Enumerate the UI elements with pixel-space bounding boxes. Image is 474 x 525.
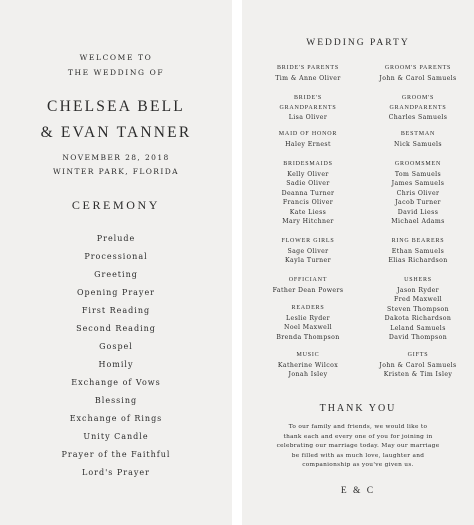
party-member: Dakota Richardson [384,315,452,322]
party-member: Tom Samuels [394,170,442,178]
thank-you-line: celebrating our marriage today. May our marriage [276,443,440,449]
wedding-party-heading: WEDDING PARTY [306,38,410,48]
event-details [0,151,232,179]
party-member: John & Carol Samuels [379,361,457,369]
welcome-line-2: THE WEDDING OF [67,68,165,77]
ceremony-order-list [0,230,232,482]
ceremony-item: First Reading [81,306,151,315]
party-member: Deanna Turner [281,189,335,197]
party-member: Fred Maxwell [393,296,443,303]
party-role: MAID OF HONOR [278,131,338,137]
ceremony-item: Opening Prayer [77,288,155,297]
party-group [362,237,474,266]
party-member: Sage Oliver [287,247,329,255]
party-member: Michael Adams [391,218,445,225]
party-role: MUSIC [296,352,320,358]
party-member: Elias Richardson [388,257,448,264]
ceremony-item: Second Reading [76,324,156,333]
party-member: David Thompson [388,334,448,341]
party-member: Francis Oliver [282,199,334,206]
party-member: John & Carol Samuels [379,74,457,82]
party-member: Ethan Samuels [391,247,445,255]
party-member: Steven Thompson [386,305,450,313]
party-member: Chris Oliver [396,189,440,197]
party-member: Jason Ryder [396,286,440,294]
party-group [252,130,364,149]
party-role: GROOMSMEN [394,161,442,167]
party-group [362,130,474,149]
event-location: WINTER PARK, FLORIDA [53,167,179,176]
party-role: GRANDPARENTS [279,104,337,111]
party-role: GIFTS [407,352,429,358]
party-role: RING BEARERS [391,238,445,244]
party-member: Leland Samuels [390,324,446,332]
party-role: GRANDPARENTS [389,104,447,111]
party-group [362,94,474,123]
party-role: BRIDE'S PARENTS [276,65,340,71]
party-member: Leslie Ryder [286,314,330,322]
ceremony-item: Unity Candle [83,432,149,441]
party-group [252,160,364,227]
party-member: Katherine Wilcox [277,361,339,369]
party-member: Haley Ernest [285,140,331,148]
party-group [362,160,474,227]
party-member: Jonah Isley [288,371,328,378]
ceremony-program-card [0,0,232,525]
party-role: FLOWER GIRLS [281,238,335,244]
party-role: READERS [291,305,325,311]
thank-you-line: thank each and every one of you for joining in [283,433,433,440]
party-member: Brenda Thompson [276,333,340,341]
party-member: Noel Maxwell [284,324,332,331]
party-member: Mary Hitchner [282,218,334,225]
thank-you-message [268,423,448,471]
wedding-party-card [242,0,474,525]
party-group [252,276,364,295]
party-role: OFFICIANT [288,277,328,283]
party-role: GROOM'S PARENTS [384,65,452,71]
party-member: Charles Samuels [388,114,448,121]
ceremony-item: Blessing [94,396,138,405]
ceremony-item: Exchange of Vows [71,378,161,387]
party-member: David Liess [397,208,439,216]
party-member: Tim & Anne Oliver [275,74,341,82]
party-group [252,351,364,380]
party-role: USHERS [404,277,432,283]
party-member: James Samuels [391,180,445,187]
ceremony-item: Prelude [96,234,136,243]
party-group [362,64,474,83]
ceremony-item: Lord's Prayer [82,468,150,477]
party-member: Kayla Turner [285,257,331,264]
party-member: Kristen & Tim Isley [383,371,453,378]
ceremony-item: Processional [84,252,148,261]
bride-name: CHELSEA BELL [47,98,185,115]
party-group [252,237,364,266]
ceremony-item: Prayer of the Faithful [61,450,171,459]
party-role: BESTMAN [400,131,436,137]
party-member: Kelly Oliver [287,170,329,178]
couple-initials: E & C [340,486,376,496]
couple-names [0,94,232,146]
welcome-heading [0,50,232,80]
party-role: BRIDE'S [293,95,323,101]
thank-you-line: be filled with as much love, laughter and [291,452,425,459]
groom-name: & EVAN TANNER [40,124,192,141]
welcome-line-1: WELCOME TO [79,53,153,62]
ceremony-heading: CEREMONY [71,198,161,212]
party-member: Sadie Oliver [286,180,330,187]
party-group [252,94,364,123]
party-member: Kate Liess [289,208,327,216]
ceremony-item: Gospel [99,342,133,351]
party-role: BRIDESMAIDS [283,161,333,167]
party-group [362,276,474,343]
party-group [252,64,364,83]
party-member: Father Dean Powers [272,286,344,294]
party-member: Nick Samuels [394,140,442,148]
party-member: Jacob Turner [395,199,441,206]
thank-you-line: To our family and friends, we would like to [288,424,428,430]
party-role: GROOM'S [401,95,435,101]
ceremony-item: Exchange of Rings [69,414,163,423]
ceremony-item: Homily [98,360,134,369]
party-member: Lisa Oliver [288,114,328,121]
event-date: NOVEMBER 28, 2018 [62,153,170,162]
ceremony-item: Greeting [94,270,138,279]
party-group [252,304,364,342]
thank-you-heading: THANK YOU [319,403,397,414]
thank-you-line: companionship as you've given us. [302,462,414,468]
party-group [362,351,474,380]
